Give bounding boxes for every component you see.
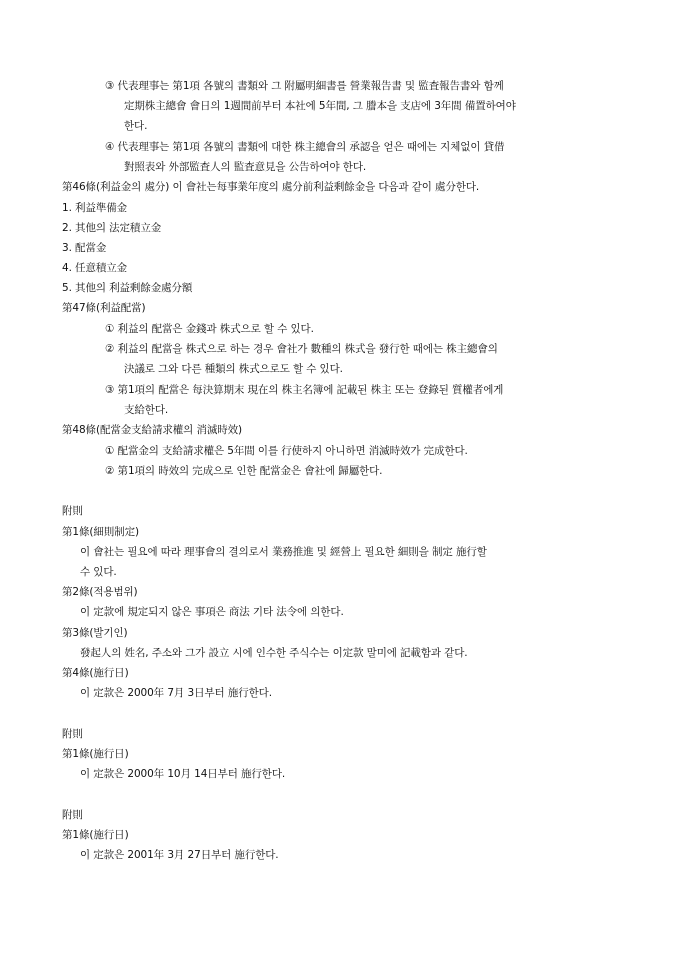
clause-46-4-line-1: ④ 代表理事는 第1項 各號의 書類에 대한 株主總會의 承認을 얻은 때에는 지체없이 貸借 (105, 141, 505, 153)
clause-47-1: ① 利益의 配當은 金錢과 株式으로 할 수 있다. (105, 323, 314, 335)
article-48-heading: 第48條(配當金支給請求權의 消滅時效) (62, 424, 243, 436)
addenda-1-article-3-text: 發起人의 姓名, 주소와 그가 設立 시에 인수한 주식수는 이定款 말미에 記載함과 같다. (80, 647, 468, 659)
addenda-1-article-2-text: 이 定款에 規定되지 않은 事項은 商法 기타 法令에 의한다. (80, 606, 344, 618)
addenda-1-article-2: 第2條(적용범위) (62, 586, 138, 598)
list-item-3: 3. 配當金 (62, 242, 107, 254)
list-item-2: 2. 其他의 法定積立金 (62, 222, 162, 234)
article-46-heading: 第46條(利益金의 處分) 이 會社는每事業年度의 處分前利益剩餘金을 다음과 같이 處分한다. (62, 181, 480, 193)
clause-46-3-line-3: 한다. (124, 120, 148, 132)
addenda-heading-1: 附則 (62, 505, 83, 517)
addenda-3-article-1: 第1條(施行日) (62, 829, 129, 841)
addenda-3-article-1-text: 이 定款은 2001年 3月 27日부터 施行한다. (80, 849, 279, 861)
clause-46-3-line-1: ③ 代表理事는 第1項 各號의 書類와 그 附屬明細書를 營業報告書 및 監査報告書와 함께 (105, 80, 504, 92)
addenda-1-article-1: 第1條(細則制定) (62, 526, 139, 538)
list-item-1: 1. 利益準備金 (62, 202, 128, 214)
clause-48-1: ① 配當金의 支給請求權은 5年間 이를 行使하지 아니하면 消滅時效가 完成한다. (105, 445, 468, 457)
list-item-4: 4. 任意積立金 (62, 262, 128, 274)
article-47-heading: 第47條(利益配當) (62, 302, 146, 314)
clause-47-2-line-2: 決議로 그와 다른 種類의 株式으로도 할 수 있다. (124, 363, 343, 375)
addenda-1-article-1-text-line-2: 수 있다. (80, 566, 117, 578)
list-item-5: 5. 其他의 利益剩餘金處分額 (62, 282, 193, 294)
addenda-1-article-3: 第3條(발기인) (62, 627, 128, 639)
addenda-heading-2: 附則 (62, 728, 83, 740)
clause-47-2-line-1: ② 利益의 配當을 株式으로 하는 경우 會社가 數種의 株式을 發行한 때에는 株主總會의 (105, 343, 498, 355)
addenda-2-article-1: 第1條(施行日) (62, 748, 129, 760)
clause-46-4-line-2: 對照表와 外部監査人의 監査意見을 公告하여야 한다. (124, 161, 367, 173)
addenda-1-article-1-text-line-1: 이 會社는 필요에 따라 理事會의 결의로서 業務推進 및 經營上 필요한 細則을 制定 施行할 (80, 546, 487, 558)
clause-47-3-line-2: 支給한다. (124, 404, 169, 416)
clause-46-3-line-2: 定期株主總會 會日의 1週間前부터 本社에 5年間, 그 謄本을 支店에 3年間 備置하여야 (124, 100, 516, 112)
addenda-1-article-4-text: 이 定款은 2000年 7月 3日부터 施行한다. (80, 687, 272, 699)
clause-47-3-line-1: ③ 第1項의 配當은 每決算期末 現在의 株主名簿에 記載된 株主 또는 登錄된 質權者에게 (105, 384, 504, 396)
addenda-1-article-4: 第4條(施行日) (62, 667, 129, 679)
addenda-2-article-1-text: 이 定款은 2000年 10月 14日부터 施行한다. (80, 768, 286, 780)
addenda-heading-3: 附則 (62, 809, 83, 821)
clause-48-2: ② 第1項의 時效의 完成으로 인한 配當金은 會社에 歸屬한다. (105, 465, 383, 477)
